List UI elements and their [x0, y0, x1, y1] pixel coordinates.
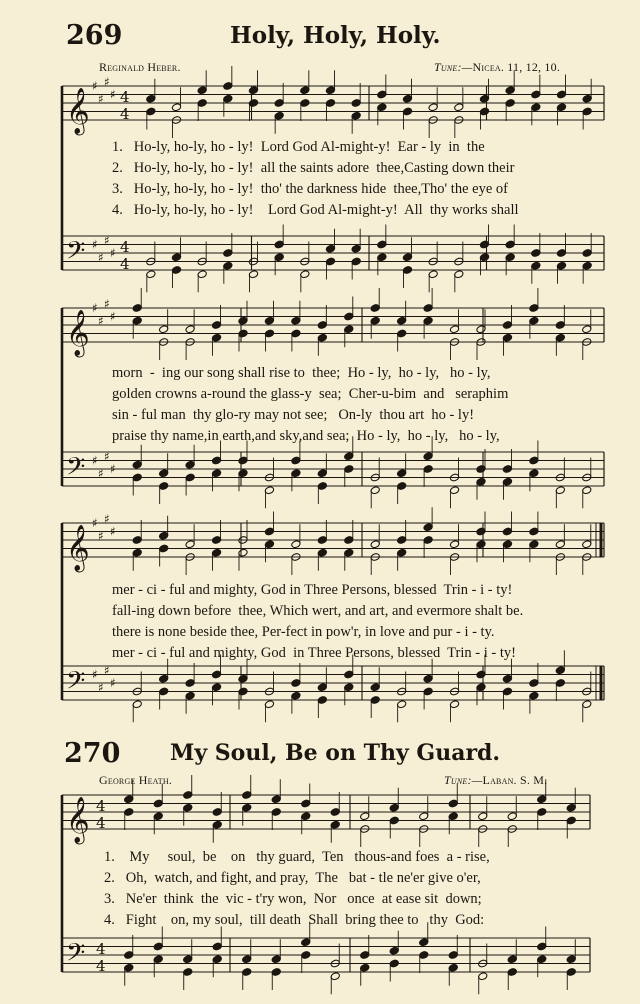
sharp-sign: ♯ [104, 511, 110, 526]
time-signature: 4 [120, 238, 130, 256]
time-signature: 4 [96, 797, 106, 815]
time-signature: 4 [96, 957, 106, 975]
sharp-sign: ♯ [98, 466, 104, 481]
treble-clef: 𝄞 [66, 797, 90, 843]
lyric-line: 4. Ho-ly, ho-ly, ho - ly! Lord God Al-might-y! All thy works shall [112, 202, 519, 218]
time-signature: 4 [96, 940, 106, 958]
tune-prefix: Tune:— [434, 60, 473, 74]
lyric-line: golden crowns a-round the glass-y sea; Cher-u-bim and seraphim [112, 386, 509, 402]
treble-clef: 𝄞 [66, 88, 90, 134]
hymn-title: Holy, Holy, Holy. [230, 22, 441, 49]
sharp-sign: ♯ [92, 79, 98, 93]
lyric-line: 2. Oh, watch, and fight, and pray, The bat - tle ne'er give o'er, [104, 870, 481, 886]
time-signature: 4 [120, 255, 130, 273]
sharp-sign: ♯ [104, 74, 110, 89]
lyric-line: 1. Ho-ly, ho-ly, ho - ly! Lord God Al-might-y! Ear - ly in the [112, 139, 485, 155]
lyric-line: 3. Ne'er think the vic - t'ry won, Nor once at ease sit down; [104, 891, 482, 907]
time-signature: 4 [96, 814, 106, 832]
hymn-number: 270 [64, 738, 121, 769]
sharp-sign: ♯ [110, 676, 116, 690]
bass-clef: 𝄢 [66, 452, 86, 488]
treble-clef: 𝄞 [66, 525, 90, 571]
hymn-author: Reginald Heber. [99, 60, 181, 74]
hymn-number: 269 [66, 20, 123, 51]
sharp-sign: ♯ [92, 301, 98, 315]
sharp-sign: ♯ [92, 516, 98, 530]
sharp-sign: ♯ [92, 237, 98, 252]
hymn-title: My Soul, Be on Thy Guard. [170, 740, 501, 766]
sharp-sign: ♯ [110, 87, 116, 102]
sharp-sign: ♯ [104, 663, 110, 678]
sharp-sign: ♯ [110, 462, 116, 476]
sharp-sign: ♯ [98, 91, 104, 106]
lyric-line: 2. Ho-ly, ho-ly, ho - ly! all the saints adore thee,Casting down their [112, 160, 515, 176]
lyric-line: 4. Fight on, my soul, till death Shall bring thee to thy God: [104, 912, 485, 928]
lyric-line: mer - ci - ful and mighty, God in Three Persons, blessed Trin - i - ty! [112, 582, 513, 598]
sharp-sign: ♯ [92, 453, 98, 468]
lyric-line: mer - ci - ful and mighty, God in Three Persons, blessed Trin - i - ty! [112, 645, 516, 661]
lyric-line: morn - ing our song shall rise to thee; Ho - ly, ho - ly, ho - ly, [112, 365, 491, 381]
sharp-sign: ♯ [98, 680, 104, 695]
tune-name: Nicea. 11, 12, 10. [472, 60, 561, 74]
sharp-sign: ♯ [98, 528, 104, 543]
time-signature: 4 [120, 105, 130, 123]
bass-clef: 𝄢 [66, 938, 86, 974]
lyric-line: sin - ful man thy glo-ry may not see; On-ly thou art ho - ly! [112, 407, 475, 423]
sharp-sign: ♯ [92, 667, 98, 682]
bass-clef: 𝄢 [66, 236, 86, 272]
lyric-line: praise thy name,in earth,and sky,and sea; Ho - ly, ho - ly, ho - ly, [112, 428, 500, 444]
tune-prefix: Tune:— [444, 773, 483, 787]
time-signature: 4 [120, 88, 130, 106]
lyric-line: fall-ing down before thee, Which wert, and art, and evermore shalt be. [112, 603, 524, 619]
sharp-sign: ♯ [104, 296, 110, 311]
sharp-sign: ♯ [110, 309, 116, 324]
sharp-sign: ♯ [98, 313, 104, 328]
bass-clef: 𝄢 [66, 666, 86, 702]
treble-clef: 𝄞 [66, 310, 90, 356]
lyric-line: there is none beside thee, Per-fect in pow'r, in love and pur - i - ty. [112, 624, 495, 640]
sharp-sign: ♯ [110, 524, 116, 539]
sharp-sign: ♯ [98, 250, 104, 265]
sharp-sign: ♯ [110, 246, 116, 260]
sharp-sign: ♯ [104, 233, 110, 248]
tune-name: Laban. S. M. [482, 773, 548, 787]
hymn-author: George Heath. [99, 773, 173, 787]
sharp-sign: ♯ [104, 449, 110, 464]
lyric-line: 1. My soul, be on thy guard, Ten thous-and foes a - rise, [104, 849, 490, 865]
lyric-line: 3. Ho-ly, ho-ly, ho - ly! tho' the darkness hide thee,Tho' the eye of [112, 181, 508, 197]
